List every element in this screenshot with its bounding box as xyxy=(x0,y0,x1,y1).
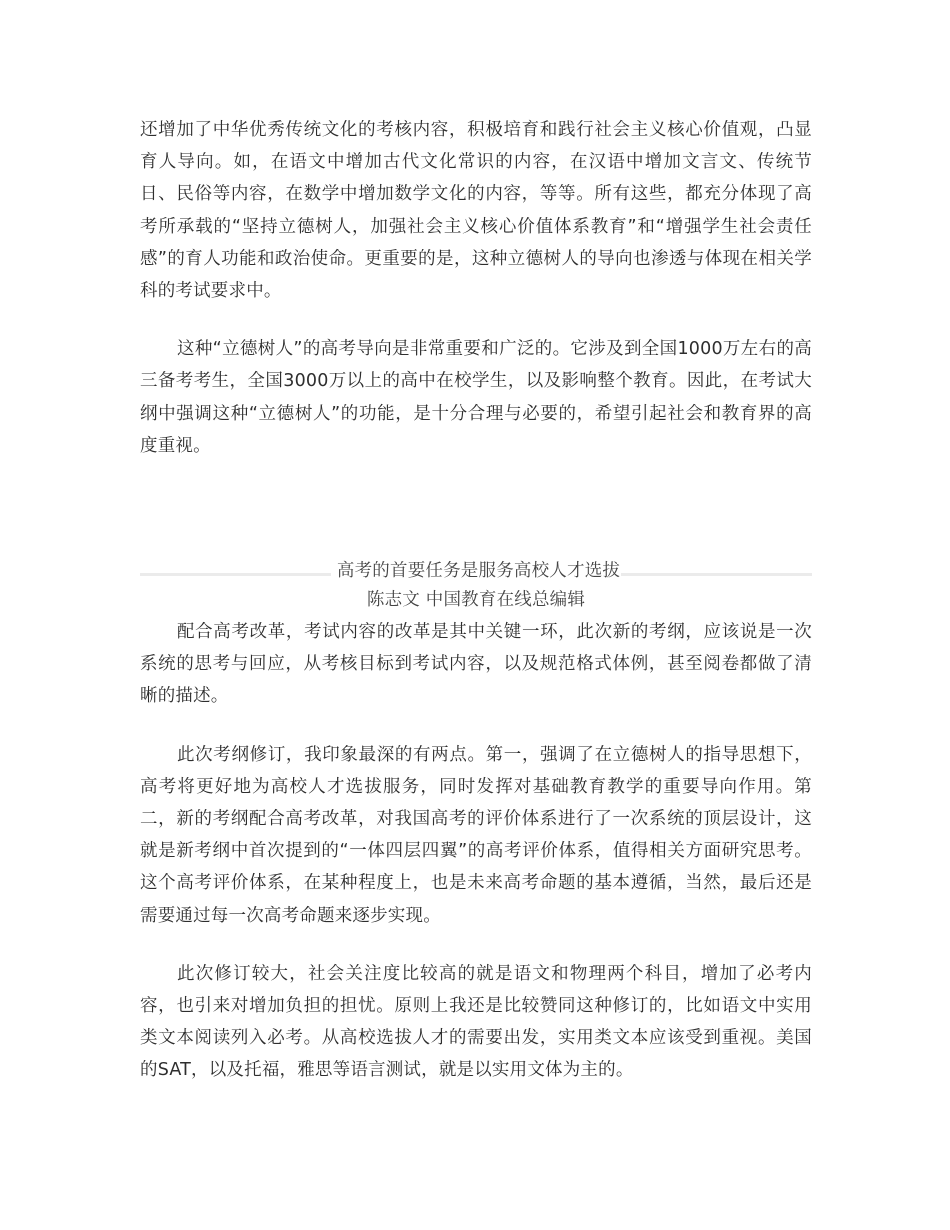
section-heading xyxy=(140,554,812,584)
author-byline: 陈志文 中国教育在线总编辑 xyxy=(366,590,586,611)
body-paragraph: 此次考纲修订，我印象最深的有两点。第一，强调了在立德树人的指导思想下，高考将更好地为高校人才选拔服务，同时发挥对基础教育教学的重要导向作用。第二，新的考纲配合高考改革，对我国高考的评价体系进行了一次系统的顶层设计，这就是新考纲中首次提到的“一体四层四翼”的高考评价体系，值得相关方面研究思考。这个高考评价体系，在某种程度上，也是未来高考命题的基本遵循，当然，最后还是需要通过每一次高考命题来逐步实现。 xyxy=(140,744,812,926)
body-paragraph: 还增加了中华优秀传统文化的考核内容，积极培育和践行社会主义核心价值观，凸显育人导向。如，在语文中增加古代文化常识的内容，在汉语中增加文言文、传统节日、民俗等内容，在数学中增加数学文化的内容，等等。所有这些，都充分体现了高考所承载的“坚持立德树人，加强社会主义核心价值体系教育”和“增强学生社会责任感”的育人功能和政治使命。更重要的是，这种立德树人的导向也渗透与体现在相关学科的考试要求中。 xyxy=(140,120,812,302)
body-paragraph: 此次修订较大，社会关注度比较高的就是语文和物理两个科目，增加了必考内容，也引来对增加负担的担忧。原则上我还是比较赞同这种修订的，比如语文中实用类文本阅读列入必考。从高校选拔人才的需要出发，实用类文本应该受到重视。美国的SAT，以及托福，雅思等语言测试，就是以实用文体为主的。 xyxy=(140,963,812,1081)
heading-rule-left xyxy=(140,573,331,576)
heading-rule-right xyxy=(621,573,812,576)
document-page xyxy=(140,114,812,1087)
section-spacer xyxy=(140,462,812,554)
body-paragraph: 这种“立德树人”的高考导向是非常重要和广泛的。它涉及到全国1000万左右的高三备考考生，全国3000万以上的高中在校学生，以及影响整个教育。因此，在考试大纲中强调这种“立德树人”的功能，是十分合理与必要的，希望引起社会和教育界的高度重视。 xyxy=(140,339,812,456)
body-paragraph: 配合高考改革，考试内容的改革是其中关键一环，此次新的考纲，应该说是一次系统的思考与回应，从考核目标到考试内容，以及规范格式体例，甚至阅卷都做了清晰的描述。 xyxy=(140,622,812,707)
section-title: 高考的首要任务是服务高校人才选拔 xyxy=(336,560,621,581)
